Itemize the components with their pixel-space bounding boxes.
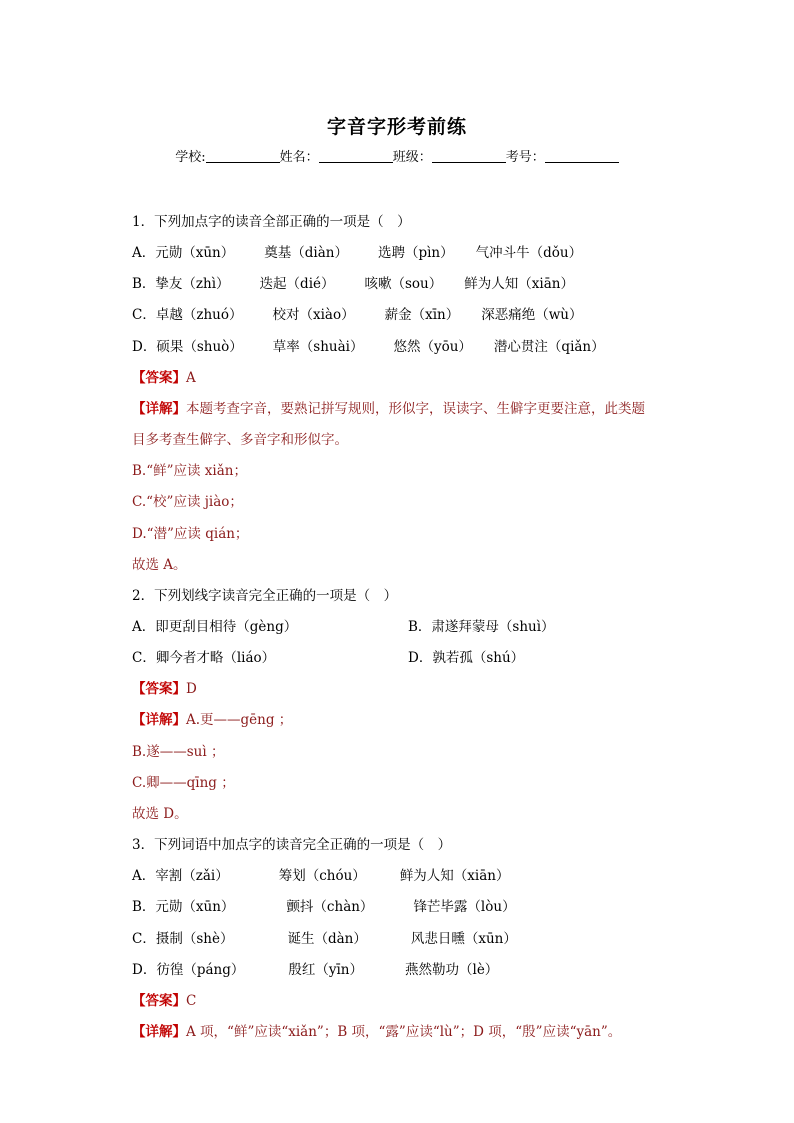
q1-d-3: 悠然（yōu） [393,339,472,355]
q2-option-a[interactable]: A．即更刮目相待（gèng） [132,619,298,635]
q1-stem: 1．下列加点字的读音全部正确的一项是（ ） [132,214,411,230]
q1-d-1: D．硕果（shuò） [132,339,243,355]
q1-b-3: 咳嗽（sou） [364,276,443,292]
q3-stem: 3．下列词语中加点字的读音完全正确的一项是（ ） [132,837,452,853]
q1-c-3: 薪金（xīn） [384,307,460,323]
name-label: 姓名： [279,150,319,165]
q3-d-1: D．彷徨（páng） [132,962,245,978]
q1-option-a[interactable] [132,244,582,262]
q3-option-a[interactable] [132,867,510,885]
q3-b-3: 锋芒毕露（lòu） [413,899,516,915]
q2-option-d[interactable]: D．孰若孤（shú） [408,650,525,666]
q3-detail [132,1023,621,1041]
q1-a-1: A．元勋（xūn） [132,245,235,261]
name-blank[interactable] [319,150,393,163]
class-label: 班级： [392,150,432,165]
q2-answer [132,680,197,698]
q1-c-4: 深恶痛绝（wù） [481,307,583,323]
q1-option-c[interactable] [132,306,582,324]
q2-b-note: B.遂——suì ； [132,744,225,760]
q1-option-d[interactable] [132,338,605,356]
q1-d-note: D.“潜”应读 qián； [132,526,249,542]
q3-a-1: A．宰割（zǎi） [132,868,229,884]
q1-detail-1 [132,400,645,418]
q1-b-note: B.“鲜”应读 xiǎn； [132,463,247,479]
q3-detail-tag: 【详解】 [132,1024,186,1040]
q3-d-2: 殷红（yīn） [288,962,363,978]
q2-conclusion: 故选 D。 [132,806,188,822]
q1-detail-text-1: 本题考查字音，要熟记拼写规则，形似字，误读字、生僻字更要注意，此类题 [186,401,645,417]
q1-option-b[interactable] [132,275,574,293]
q2-option-c[interactable]: C．卿今者才略（liáo） [132,650,276,666]
q1-b-4: 鲜为人知（xiān） [464,276,574,292]
q2-a-note: A.更——gēng ； [186,712,293,728]
q2-c-note: C.卿——qīng ； [132,775,235,791]
q3-b-2: 颤抖（chàn） [286,899,374,915]
q1-a-3: 选聘（pìn） [377,245,454,261]
q3-d-3: 燕然勒功（lè） [405,962,499,978]
q2-answer-tag: 【答案】 [132,681,186,697]
q3-answer-tag: 【答案】 [132,993,186,1009]
q3-a-3: 鲜为人知（xiān） [399,868,510,884]
q1-a-4: 气冲斗牛（dǒu） [475,245,583,261]
q3-option-d[interactable] [132,961,498,979]
q2-stem: 2．下列划线字读音完全正确的一项是（ ） [132,588,398,604]
q3-option-c[interactable] [132,930,517,948]
page-title: 字音字形考前练 [326,116,467,138]
q1-b-1: B．挚友（zhì） [132,276,230,292]
number-blank[interactable] [545,150,619,163]
q2-answer-value: D [186,681,197,697]
q1-a-2: 奠基（diàn） [264,245,348,261]
q1-answer-value: A [186,370,196,386]
q1-b-2: 迭起（dié） [259,276,335,292]
student-info-line [0,146,794,165]
q3-answer-value: C [186,993,197,1009]
q1-conclusion: 故选 A。 [132,557,187,573]
q1-detail-text-2: 目多考查生僻字、多音字和形似字。 [132,432,348,448]
q1-d-4: 潜心贯注（qiǎn） [493,339,605,355]
q1-detail-tag: 【详解】 [132,401,186,417]
q2-row-cd [132,649,632,667]
q2-detail [132,711,292,729]
q1-d-2: 草率（shuài） [272,339,364,355]
school-blank[interactable] [206,150,280,163]
q3-answer [132,992,196,1010]
q1-answer-tag: 【答案】 [132,370,186,386]
q3-detail-text: A 项，“鲜”应读“xiǎn”；B 项，“露”应读“lù”；D 项，“殷”应读“yān”。 [186,1024,622,1040]
q3-c-2: 诞生（dàn） [287,931,367,947]
q2-row-ab [132,618,632,636]
school-label: 学校: [175,150,206,165]
q3-c-3: 风悲日曛（xūn） [410,931,517,947]
q3-option-b[interactable] [132,898,516,916]
q1-c-1: C．卓越（zhuó） [132,307,243,323]
q3-c-1: C．摄制（shè） [132,931,234,947]
q3-b-1: B．元勋（xūn） [132,899,235,915]
q1-answer [132,369,196,387]
q2-option-b[interactable]: B．肃遂拜蒙母（shuì） [408,619,555,635]
number-label: 考号： [505,150,545,165]
q3-a-2: 筹划（chóu） [278,868,366,884]
q2-detail-tag: 【详解】 [132,712,186,728]
q1-c-2: 校对（xiào） [272,307,355,323]
q1-c-note: C.“校”应读 jiào； [132,494,243,510]
class-blank[interactable] [432,150,506,163]
